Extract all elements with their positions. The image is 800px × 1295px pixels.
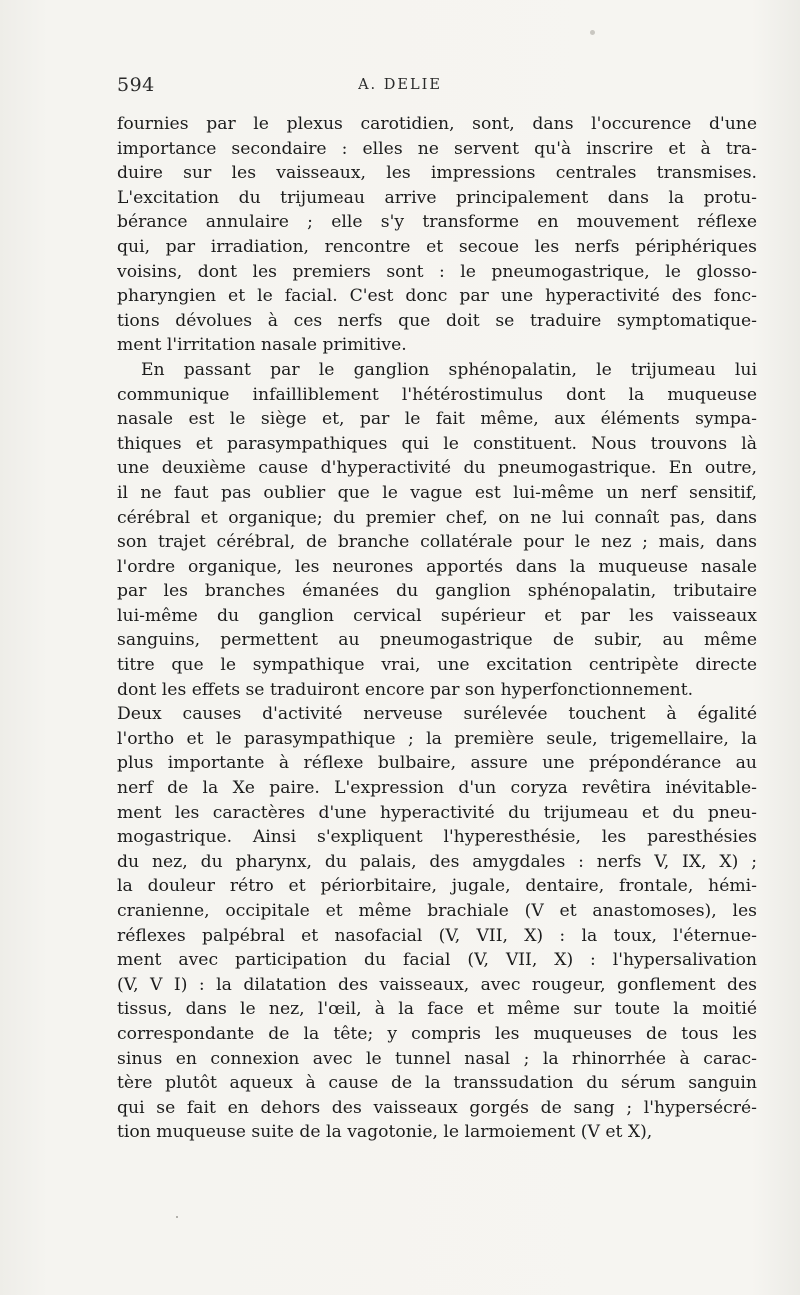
text-line: pharyngien et le facial. C'est donc par une hyperactivité des fonc- [117, 286, 757, 307]
text-line: réflexes palpébral et nasofacial (V, VII, X) : la toux, l'éternue- [117, 925, 757, 946]
text-line: bérance annulaire ; elle s'y transforme en mouvement réflexe [117, 212, 757, 233]
text-line: nasale est le siège et, par le fait même, aux éléments sympa- [117, 409, 757, 430]
text-line: L'excitation du trijumeau arrive principalement dans la protu- [117, 187, 757, 208]
text-line: communique infailliblement l'hétérostimulus dont la muqueuse [117, 384, 757, 405]
text-line: il ne faut pas oublier que le vague est lui-même un nerf sensitif, [117, 482, 757, 503]
text-line: mogastrique. Ainsi s'expliquent l'hyperesthésie, les paresthésies [117, 827, 757, 848]
text-line: (V, V I) : la dilatation des vaisseaux, avec rougeur, gonflement des [117, 974, 757, 995]
text-line: sanguins, permettent au pneumogastrique de subir, au même [117, 630, 757, 651]
text-line: En passant par le ganglion sphénopalatin, le trijumeau lui [141, 359, 757, 380]
text-line: cranienne, occipitale et même brachiale (V et anastomoses), les [117, 901, 757, 921]
text-line: duire sur les vaisseaux, les impressions centrales transmises. [117, 163, 757, 184]
text-line: qui se fait en dehors des vaisseaux gorgés de sang ; l'hypersécré- [117, 1097, 757, 1118]
text-line: plus importante à réflexe bulbaire, assure une prépondérance au [117, 753, 757, 774]
text-line: tions dévolues à ces nerfs que doit se traduire symptomatique- [117, 310, 757, 331]
text-line: sinus en connexion avec le tunnel nasal ; la rhinorrhée à carac- [117, 1048, 757, 1069]
text-line: thiques et parasympathiques qui le constituent. Nous trouvons là [117, 433, 757, 454]
page-number: 594 [117, 74, 155, 96]
printing-mark [590, 30, 595, 35]
text-line: tion muqueuse suite de la vagotonie, le larmoiement (V et X), [117, 1122, 653, 1143]
text-line: du nez, du pharynx, du palais, des amygdales : nerfs V, IX, X) ; [117, 851, 757, 872]
text-line: la douleur rétro et périorbitaire, jugale, dentaire, frontale, hémi- [117, 876, 757, 897]
text-line: cérébral et organique; du premier chef, on ne lui connaît pas, dans [117, 507, 757, 528]
text-line: par les branches émanées du ganglion sphénopalatin, tributaire [117, 581, 757, 602]
text-line: fournies par le plexus carotidien, sont, dans l'occurence d'une [117, 114, 757, 134]
text-line: son trajet cérébral, de branche collatérale pour le nez ; mais, dans [117, 532, 757, 553]
text-line: titre que le sympathique vrai, une excitation centripète directe [117, 655, 757, 676]
text-line: nerf de la Xe paire. L'expression d'un coryza revêtira inévitable- [117, 778, 757, 799]
text-line: dont les effets se traduiront encore par son hyperfonctionnement. [117, 679, 694, 700]
text-line: ment avec participation du facial (V, VII, X) : l'hypersalivation [117, 950, 757, 971]
text-line: Deux causes d'activité nerveuse surélevée touchent à égalité [117, 704, 757, 725]
body-text [117, 112, 757, 1145]
text-line: une deuxième cause d'hyperactivité du pneumogastrique. En outre, [117, 458, 757, 479]
speck [176, 1216, 178, 1218]
text-line: importance secondaire : elles ne servent qu'à inscrire et à tra- [117, 138, 757, 159]
text-line: l'ortho et le parasympathique ; la première seule, trigemellaire, la [117, 728, 757, 749]
running-head: A. DELIE [358, 77, 442, 93]
text-line: ment les caractères d'une hyperactivité du trijumeau et du pneu- [117, 802, 757, 823]
text-line: tissus, dans le nez, l'œil, à la face et même sur toute la moitié [117, 999, 757, 1020]
text-line: tère plutôt aqueux à cause de la transsudation du sérum sanguin [117, 1073, 757, 1094]
text-line: qui, par irradiation, rencontre et secoue les nerfs périphériques [117, 236, 757, 257]
text-line: l'ordre organique, les neurones apportés dans la muqueuse nasale [117, 556, 757, 577]
text-line: voisins, dont les premiers sont : le pneumogastrique, le glosso- [117, 261, 757, 282]
text-line: ment l'irritation nasale primitive. [117, 335, 407, 356]
text-line: correspondante de la tête; y compris les muqueuses de tous les [117, 1023, 757, 1044]
text-line: lui-même du ganglion cervical supérieur et par les vaisseaux [117, 605, 757, 626]
